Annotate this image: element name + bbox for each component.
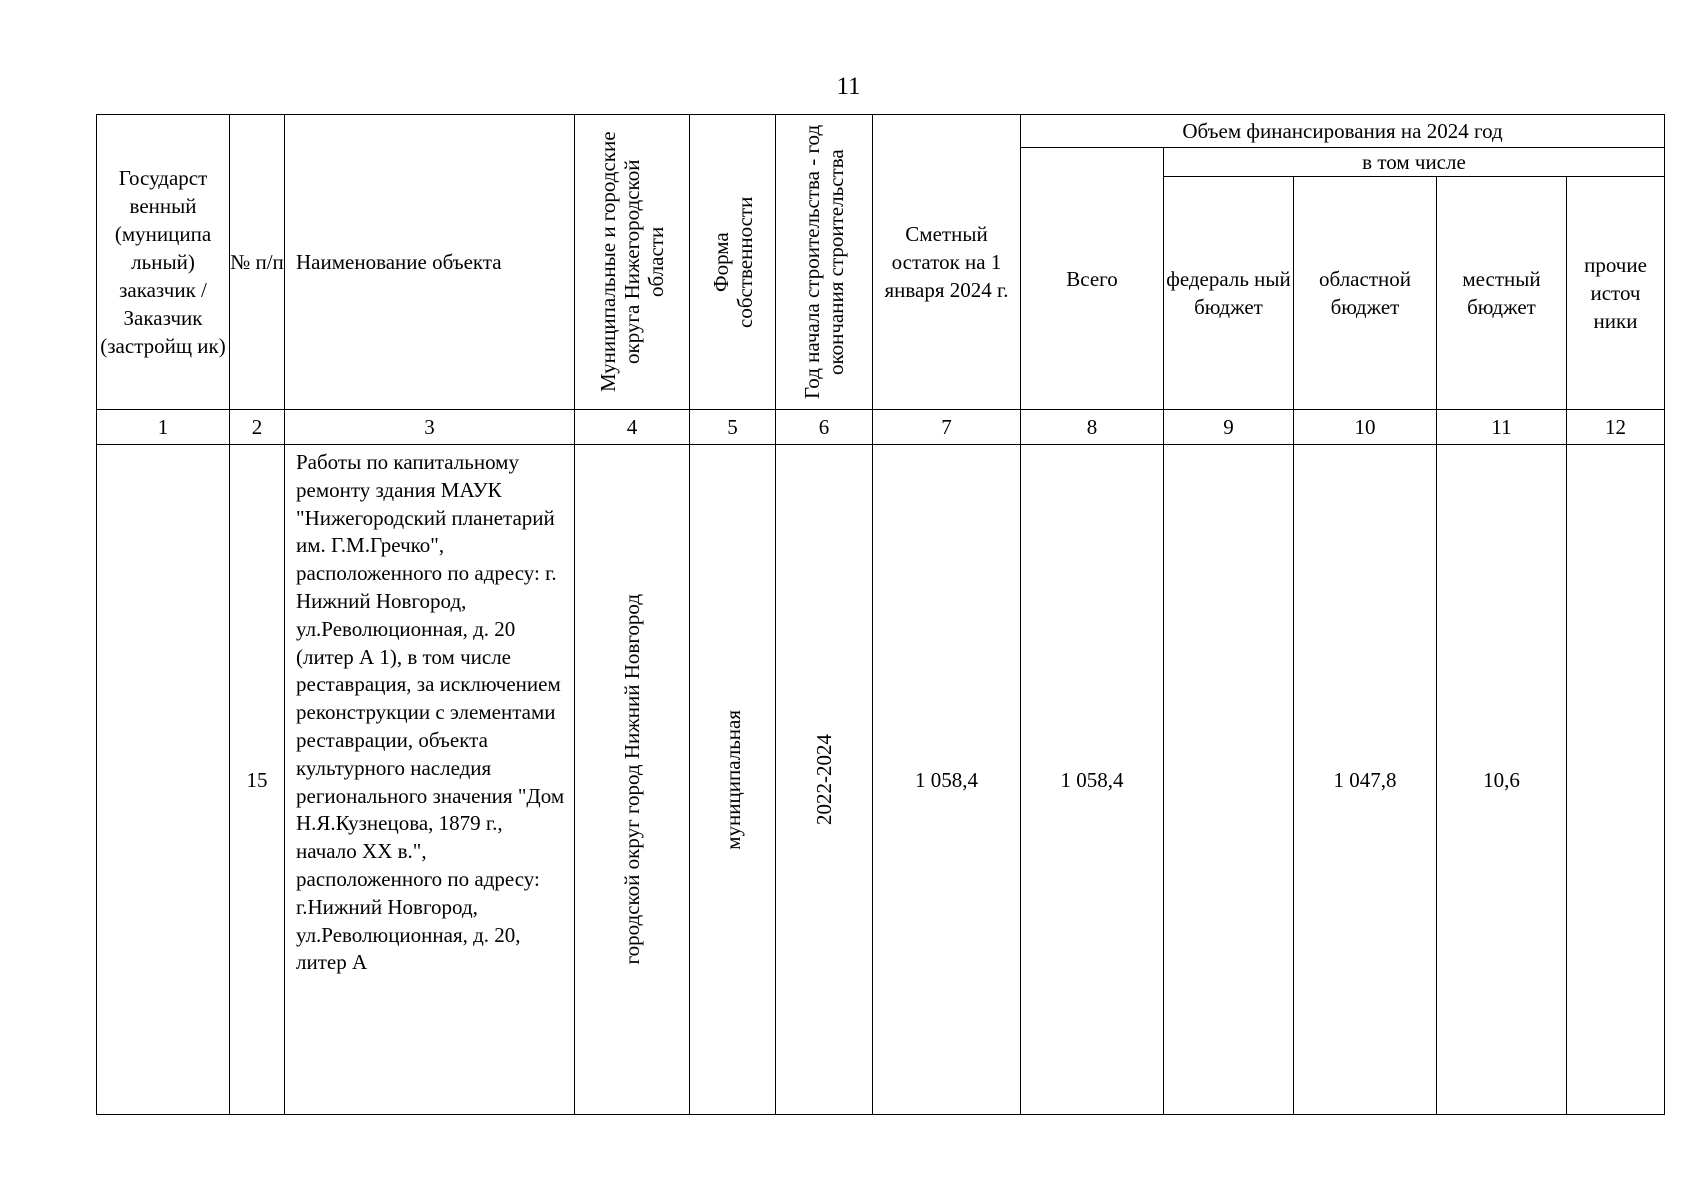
cell-district-text: городской округ город Нижний Новгород <box>620 594 644 965</box>
header-total: Всего <box>1021 148 1164 410</box>
cell-local: 10,6 <box>1437 445 1567 1115</box>
column-number: 5 <box>690 410 776 445</box>
column-number: 2 <box>230 410 285 445</box>
cell-federal <box>1164 445 1294 1115</box>
header-years <box>776 115 873 410</box>
funding-table <box>96 114 1665 1115</box>
column-number: 6 <box>776 410 873 445</box>
cell-number: 15 <box>230 445 285 1115</box>
header-other: прочие источ ники <box>1567 177 1665 410</box>
header-estimate-balance: Сметный остаток на 1 января 2024 г. <box>873 115 1021 410</box>
header-including: в том числе <box>1164 148 1665 177</box>
header-customer: Государст венный (муниципа льный) заказчик / Заказчик (застройщ ик) <box>97 115 230 410</box>
header-local: местный бюджет <box>1437 177 1567 410</box>
column-number: 9 <box>1164 410 1294 445</box>
page-number: 11 <box>836 73 861 100</box>
column-number: 7 <box>873 410 1021 445</box>
header-district <box>575 115 690 410</box>
header-federal: федераль ный бюджет <box>1164 177 1294 410</box>
column-number: 11 <box>1437 410 1567 445</box>
cell-regional: 1 047,8 <box>1294 445 1437 1115</box>
header-ownership-text: Форма собственности <box>708 196 757 328</box>
cell-years-text: 2022-2024 <box>812 734 836 825</box>
cell-object-name: Работы по капитальному ремонту здания МАУК "Нижегородский планетарий им. Г.М.Гречко", расположенного по адресу: г. Нижний Новгород, ул.Революционная, д. 20 (литер А 1), в том числе реставрация, за исключением реконструкции с элементами реставрации, объекта культурного наследия регионального значения "Дом Н.Я.Кузнецова, 1879 г., начало XX в.", расположенного по адресу: г.Нижний Новгород, ул.Революционная, д. 20, литер А <box>285 445 575 1115</box>
column-number: 3 <box>285 410 575 445</box>
cell-other <box>1567 445 1665 1115</box>
cell-years <box>776 445 873 1115</box>
header-district-text: Муниципальные и городские округа Нижегородской области <box>596 131 668 393</box>
column-number: 8 <box>1021 410 1164 445</box>
column-number: 10 <box>1294 410 1437 445</box>
header-number: № п/п <box>230 115 285 410</box>
column-number: 12 <box>1567 410 1665 445</box>
cell-ownership-text: муниципальная <box>720 709 745 850</box>
cell-total: 1 058,4 <box>1021 445 1164 1115</box>
column-number: 1 <box>97 410 230 445</box>
header-years-text: Год начала строительства - год окончания строительства <box>800 124 848 400</box>
cell-ownership <box>690 445 776 1115</box>
cell-district <box>575 445 690 1115</box>
column-number: 4 <box>575 410 690 445</box>
column-number-row <box>97 410 1665 445</box>
cell-customer <box>97 445 230 1115</box>
header-ownership <box>690 115 776 410</box>
header-regional: областной бюджет <box>1294 177 1437 410</box>
cell-estimate-balance: 1 058,4 <box>873 445 1021 1115</box>
header-funding-group: Объем финансирования на 2024 год <box>1021 115 1665 148</box>
table-row <box>97 445 1665 1115</box>
header-object-name: Наименование объекта <box>285 115 575 410</box>
